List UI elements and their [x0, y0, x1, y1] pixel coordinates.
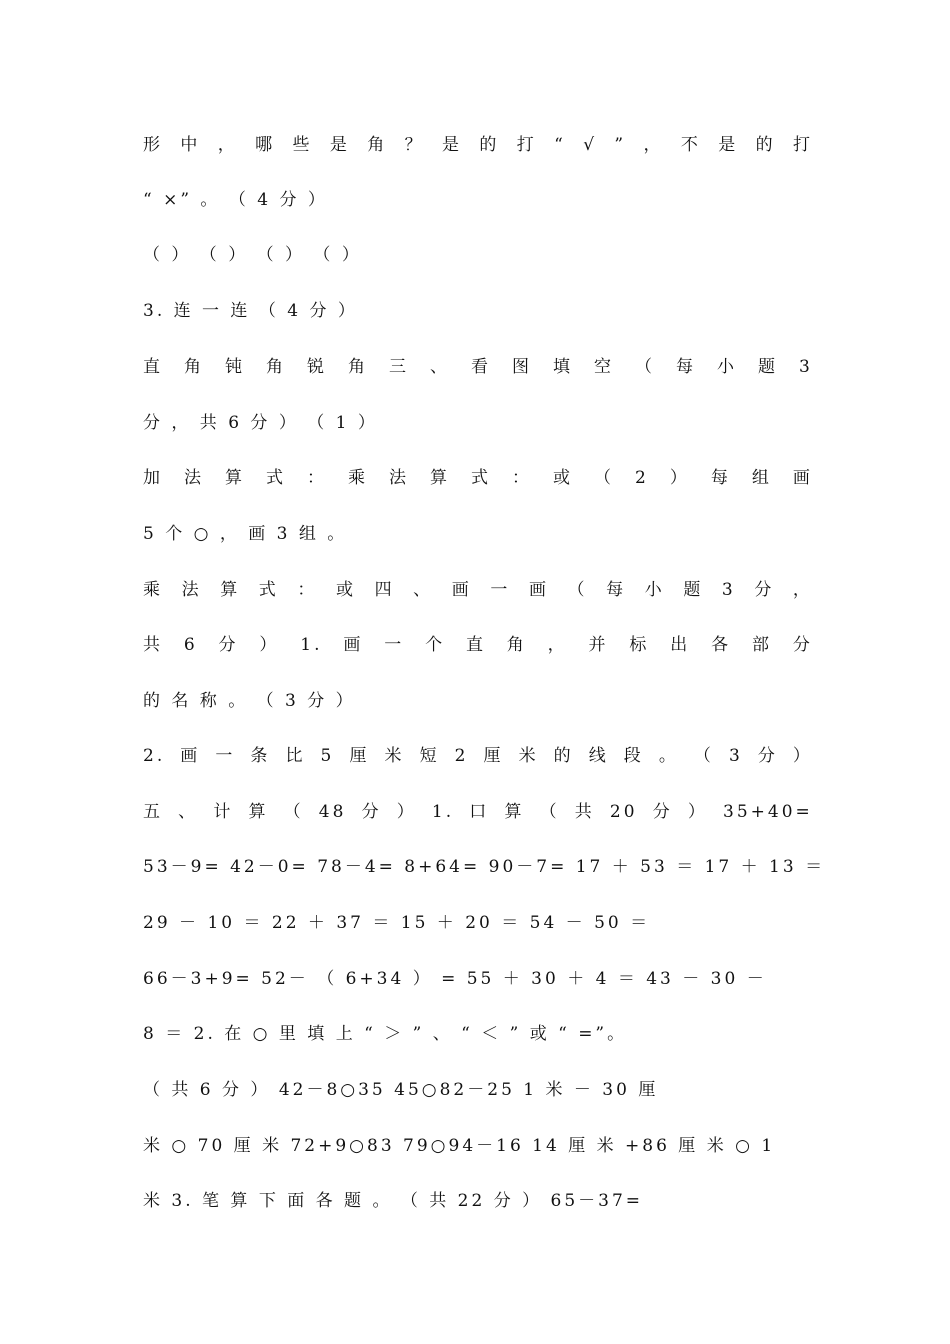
text-token: 分 — [218, 635, 239, 655]
text-token: 厘 — [349, 746, 370, 766]
text-token: √ — [583, 135, 598, 155]
text-line-9 — [143, 575, 813, 605]
text-token: （ — [693, 746, 714, 766]
text-token: 3 — [728, 746, 743, 766]
text-token: 画 — [451, 580, 472, 600]
text-token: 米 — [384, 746, 405, 766]
text-token: 每 — [676, 357, 696, 377]
text-token: 图 — [512, 357, 532, 377]
text-token: 法 — [389, 468, 409, 488]
text-token: 部 — [751, 635, 772, 655]
text-token: 共 — [143, 635, 163, 655]
text-token: 、 — [178, 802, 199, 822]
text-token: 2 — [454, 746, 469, 766]
text-token: 形 — [143, 135, 163, 155]
text-token: 、 — [413, 580, 434, 600]
text-token: 2. — [143, 746, 166, 766]
text-token: 打 — [516, 135, 537, 155]
text-token: 35+40= — [723, 802, 813, 822]
text-token: 算 — [430, 468, 450, 488]
text-token: ， — [792, 580, 813, 600]
text-token: 一 — [384, 635, 405, 655]
text-token: 画 — [180, 746, 201, 766]
text-token: 画 — [528, 580, 549, 600]
text-token: ） — [259, 635, 280, 655]
text-token: 题 — [683, 580, 704, 600]
text-token: 钝 — [225, 357, 245, 377]
text-line-18: （ 共 6 分 ） 42－8○35 45○82－25 1 米 － 30 厘 — [143, 1080, 659, 1100]
text-token: 共 — [574, 802, 595, 822]
text-token: 分 — [754, 580, 775, 600]
text-line-4: 3. 连 一 连 （ 4 分 ） — [143, 301, 358, 321]
text-token: 3 — [721, 580, 736, 600]
text-token: 看 — [471, 357, 491, 377]
text-token: 算 — [220, 580, 241, 600]
text-line-12 — [143, 741, 813, 771]
text-token: 哪 — [255, 135, 276, 155]
text-line-8: 5 个 ○ ， 画 3 组 。 — [143, 524, 348, 544]
text-token: 分 — [792, 635, 813, 655]
text-token: ： — [512, 468, 532, 488]
text-token: ， — [643, 135, 664, 155]
text-token: 角 — [184, 357, 204, 377]
text-line-13 — [143, 797, 813, 827]
text-token: 算 — [225, 468, 245, 488]
text-token: 分 — [757, 746, 778, 766]
text-token: 并 — [588, 635, 609, 655]
text-token: 一 — [490, 580, 511, 600]
text-line-7 — [143, 463, 813, 493]
text-token: 算 — [248, 802, 269, 822]
text-token: 的 — [479, 135, 500, 155]
text-token: 算 — [504, 802, 525, 822]
text-token: 法 — [181, 580, 202, 600]
text-token: 角 — [367, 135, 388, 155]
text-token: 中 — [180, 135, 201, 155]
text-token: 、 — [430, 357, 450, 377]
text-token: 题 — [758, 357, 778, 377]
text-token: 填 — [553, 357, 573, 377]
text-token: 小 — [717, 357, 737, 377]
text-token: 段 — [623, 746, 644, 766]
text-token: （ — [594, 468, 614, 488]
text-token: （ — [283, 802, 304, 822]
text-token: 出 — [670, 635, 691, 655]
text-token: ” — [614, 135, 627, 155]
text-token: 加 — [143, 468, 163, 488]
text-token: 三 — [389, 357, 409, 377]
text-token: 1. — [431, 802, 455, 822]
text-token: 5 — [320, 746, 335, 766]
text-token: 计 — [213, 802, 234, 822]
text-token: ， — [217, 135, 238, 155]
text-token: 组 — [751, 468, 772, 488]
text-token: 不 — [680, 135, 701, 155]
text-token: 2 — [635, 468, 649, 488]
text-token: 直 — [465, 635, 486, 655]
text-line-14: 53－9= 42－0= 78－4= 8+64= 90－7= 17 ＋ 53 ＝ 17 ＋ 13 ＝ — [143, 857, 826, 877]
text-token: （ — [539, 802, 560, 822]
text-token: 是 — [329, 135, 350, 155]
text-token: ？ — [404, 135, 425, 155]
text-token: 是 — [442, 135, 462, 155]
text-token: ， — [547, 635, 568, 655]
text-token: 或 — [335, 580, 356, 600]
text-line-11: 的 名 称 。 （ 3 分 ） — [143, 691, 356, 711]
text-token: 分 — [652, 802, 673, 822]
text-token: 个 — [425, 635, 446, 655]
text-token: 各 — [711, 635, 732, 655]
text-token: 法 — [184, 468, 204, 488]
text-token: 的 — [755, 135, 776, 155]
text-token: 标 — [629, 635, 650, 655]
text-line-3: （ ） （ ） （ ） （ ） — [143, 245, 362, 265]
text-line-10 — [143, 630, 813, 660]
text-token: 条 — [250, 746, 271, 766]
text-line-5 — [143, 352, 813, 382]
text-token: 口 — [469, 802, 490, 822]
text-line-1 — [143, 130, 813, 160]
text-token: 角 — [266, 357, 286, 377]
text-token: 式 — [266, 468, 286, 488]
text-token: 或 — [553, 468, 573, 488]
text-token: 6 — [183, 635, 198, 655]
text-token: 乘 — [143, 580, 163, 600]
text-token: ： — [297, 580, 318, 600]
text-token: 。 — [658, 746, 679, 766]
text-token: 每 — [710, 468, 731, 488]
text-line-6: 分 ， 共 6 分 ） （ 1 ） — [143, 413, 378, 433]
text-token: 每 — [606, 580, 627, 600]
text-token: 直 — [143, 357, 163, 377]
text-token: 式 — [258, 580, 279, 600]
text-token: 式 — [471, 468, 491, 488]
text-token: 比 — [285, 746, 306, 766]
text-token: 画 — [792, 468, 813, 488]
text-token: （ — [635, 357, 655, 377]
text-token: （ — [567, 580, 588, 600]
text-token: 线 — [588, 746, 609, 766]
text-token: 厘 — [483, 746, 504, 766]
text-token: “ — [554, 135, 566, 155]
text-line-2: “ ×” 。 （ 4 分 ） — [143, 190, 328, 210]
text-token: ： — [307, 468, 327, 488]
text-token: 些 — [292, 135, 313, 155]
text-token: 的 — [553, 746, 574, 766]
text-token: 打 — [793, 135, 813, 155]
text-token: 分 — [361, 802, 382, 822]
text-token: 米 — [518, 746, 539, 766]
text-token: ） — [396, 802, 417, 822]
text-token: 五 — [143, 802, 163, 822]
text-token: 小 — [644, 580, 665, 600]
text-token: 角 — [348, 357, 368, 377]
text-line-19: 米 ○ 70 厘 米 72+9○83 79○94－16 14 厘 米 +86 厘 米 ○ 1 — [143, 1136, 776, 1156]
text-line-15: 29 － 10 ＝ 22 ＋ 37 ＝ 15 ＋ 20 ＝ 54 － 50 ＝ — [143, 913, 651, 933]
text-token: 20 — [609, 802, 638, 822]
text-line-16: 66－3+9= 52－ （ 6+34 ） = 55 ＋ 30 ＋ 4 ＝ 43 － 30 － — [143, 969, 767, 989]
text-token: 48 — [318, 802, 347, 822]
text-token: 是 — [718, 135, 739, 155]
text-token: 一 — [215, 746, 236, 766]
text-line-17: 8 ＝ 2. 在 ○ 里 填 上 “ ＞ ” 、 “ ＜ ” 或 “ =”。 — [143, 1024, 628, 1044]
text-token: 空 — [594, 357, 614, 377]
text-token: 锐 — [307, 357, 327, 377]
text-token: 四 — [374, 580, 395, 600]
text-token: 短 — [419, 746, 440, 766]
text-token: 1. — [300, 635, 323, 655]
text-token: 画 — [343, 635, 364, 655]
text-token: ） — [792, 746, 813, 766]
text-line-20: 米 3. 笔 算 下 面 各 题 。 （ 共 22 分 ） 65－37= — [143, 1191, 644, 1211]
text-token: 3 — [799, 357, 813, 377]
text-token: 乘 — [348, 468, 368, 488]
text-token: 角 — [506, 635, 527, 655]
text-token: ） — [687, 802, 708, 822]
text-token: ） — [669, 468, 690, 488]
